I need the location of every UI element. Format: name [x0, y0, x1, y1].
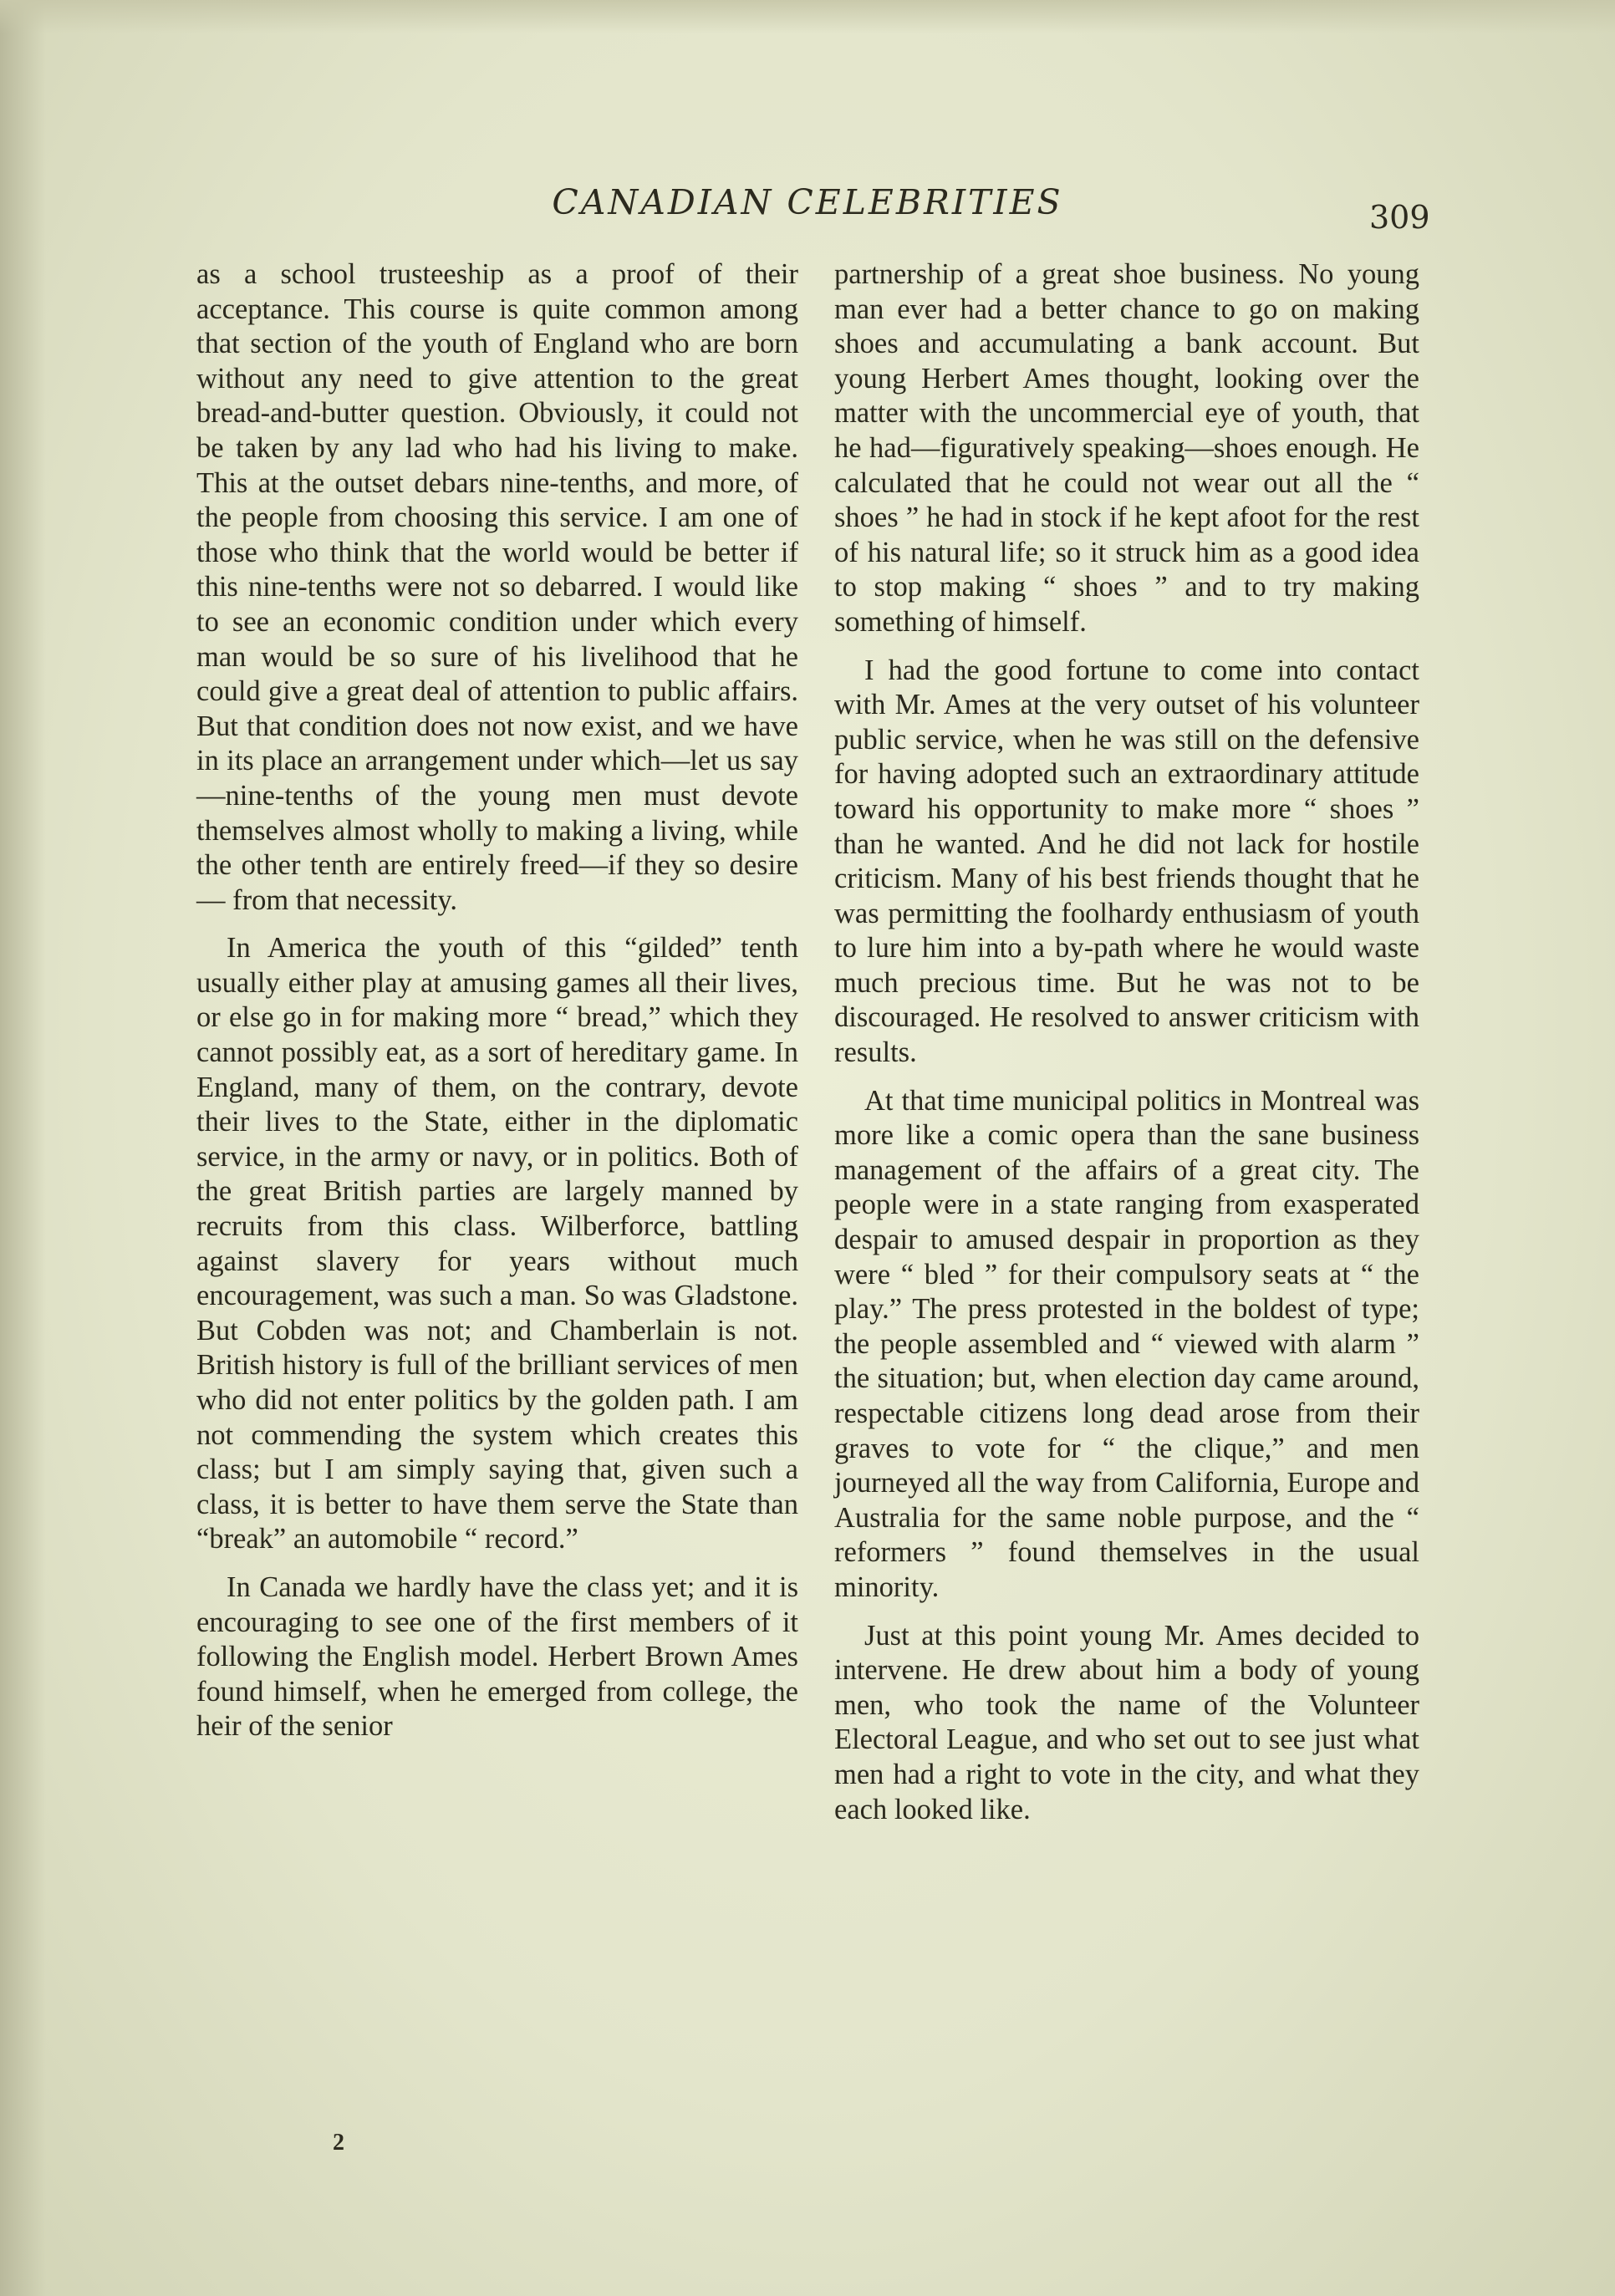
signature-mark: 2	[333, 2130, 344, 2156]
page-number: 309	[1369, 199, 1430, 236]
paragraph: as a school trusteeship as a proof of their acceptance. This course is quite common among that section of the youth of England who are born without any need to give attention to the great bread-and-butter question. Obviously, it could not be taken by any lad who had his living to make. This at the outset debars nine-tenths, and more, of the people from choosing this service. I am one of those who think that the world would be better if this nine-tenths were not so debarred. I would like to see an economic condition under which every man would be so sure of his livelihood that he could give a great deal of attention to public affairs. But that condition does not now exist, and we have in its place an arrangement under which—let us say —nine-tenths of the young men must devote themselves almost wholly to making a living, while the other tenth are entirely freed—if they so desire— from that necessity.	[196, 258, 798, 916]
paragraph: In Canada we hardly have the class yet; and it is encouraging to see one of the first members of it following the English model. Herbert Brown Ames found himself, when he emerged from college, the heir of the senior	[196, 1571, 798, 1743]
paragraph: At that time municipal politics in Montreal was more like a comic opera than the sane business management of the affairs of a great city. The people were in a state ranging from exasperated despair to amused despair in proportion as they were “ bled ” for their compulsory seats at “ the play.” The press protested in the boldest of type; the people assembled and “ viewed with alarm ” the situation; but, when election day came around, respectable citizens long dead arose from their graves to vote for “ the clique,” and men journeyed all the way from California, Europe and Australia for the same noble purpose, and the “ reformers ” found themselves in the usual minority.	[834, 1084, 1419, 1603]
paragraph: I had the good fortune to come into contact with Mr. Ames at the very outset of his volunteer public service, when he was still on the defensive for having adopted such an extraordinary attitude toward his opportunity to make more “ shoes ” than he wanted. And he did not lack for hostile criticism. Many of his best friends thought that he was permitting the foolhardy enthusiasm of youth to lure him into a by-path where he would waste much precious time. But he was not to be discouraged. He resolved to answer criticism with results.	[834, 654, 1419, 1069]
left-column	[196, 257, 798, 1758]
right-column	[834, 257, 1419, 1840]
paragraph: partnership of a great shoe business. No young man ever had a better chance to go on making shoes and accumulating a bank account. But young Herbert Ames thought, looking over the matter with the uncommercial eye of youth, that he had—figuratively speaking—shoes enough. He calculated that he could not wear out all the “ shoes ” he had in stock if he kept afoot for the rest of his natural life; so it struck him as a good idea to stop making “ shoes ” and to try making something of himself.	[834, 258, 1419, 638]
paragraph: Just at this point young Mr. Ames decided to intervene. He drew about him a body of young men, who took the name of the Volunteer Electoral League, and who set out to see just what men had a right to vote in the city, and what they each looked like.	[834, 1619, 1419, 1825]
running-head: CANADIAN CELEBRITIES	[552, 182, 1063, 222]
paragraph: In America the youth of this “gilded” tenth usually either play at amusing games all their lives, or else go in for making more “ bread,” which they cannot possibly eat, as a sort of hereditary game. In England, many of them, on the contrary, devote their lives to the State, either in the diplomatic service, in the army or navy, or in politics. Both of the great British parties are largely manned by recruits from this class. Wilberforce, battling against slavery for years without much encouragement, was such a man. So was Gladstone. But Cobden was not; and Chamberlain is not. British history is full of the brilliant services of men who did not enter politics by the golden path. I am not commending the system which creates this class; but I am simply saying that, given such a class, it is better to have them serve the State than “break” an automobile “ record.”	[196, 932, 798, 1555]
